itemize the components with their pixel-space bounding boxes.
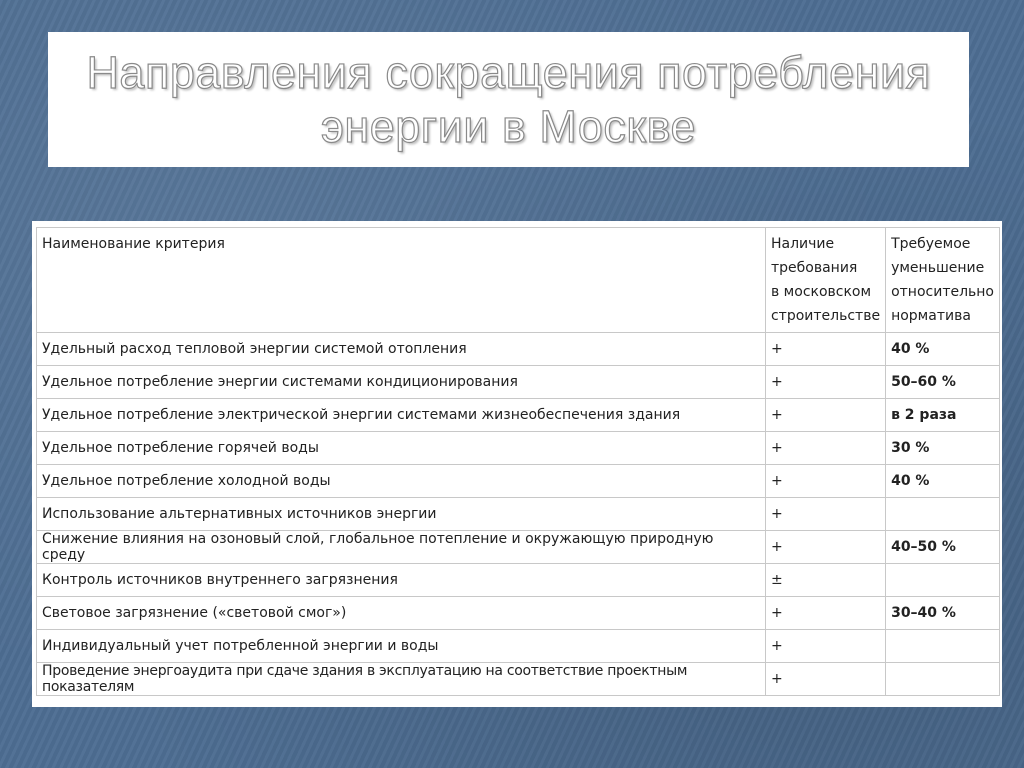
cell-reduction: 30–40 %: [886, 597, 1000, 630]
table-row: [37, 531, 1000, 564]
header-presence-line: Наличие: [770, 236, 835, 252]
cell-criterion: Удельное потребление энергии системами кондиционирования: [37, 366, 766, 399]
table-row: [37, 366, 1000, 399]
cell-reduction: 40 %: [886, 333, 1000, 366]
cell-presence: +: [765, 432, 885, 465]
cell-criterion: Удельное потребление холодной воды: [37, 465, 766, 498]
header-reduction-line: норматива: [891, 308, 971, 324]
cell-reduction: 40 %: [886, 465, 1000, 498]
header-reduction-line: относительно: [891, 284, 994, 300]
cell-reduction: [886, 663, 1000, 696]
cell-reduction: [886, 564, 1000, 597]
cell-reduction: 40–50 %: [886, 531, 1000, 564]
table-row: [37, 333, 1000, 366]
cell-presence: +: [765, 597, 885, 630]
header-reduction-line: уменьшение: [891, 260, 985, 276]
cell-presence: +: [765, 333, 885, 366]
slide-title: [86, 46, 930, 154]
table-row: [37, 498, 1000, 531]
table-row: [37, 564, 1000, 597]
table-row: [37, 465, 1000, 498]
header-presence-line: в московском: [770, 284, 872, 300]
cell-criterion: Проведение энергоаудита при сдаче здания в эксплуатацию на соответствие проектным показателям: [37, 663, 766, 696]
cell-criterion: Контроль источников внутреннего загрязнения: [37, 564, 766, 597]
cell-reduction: 50–60 %: [886, 366, 1000, 399]
cell-presence: +: [765, 399, 885, 432]
cell-reduction: [886, 630, 1000, 663]
header-presence-line: строительстве: [770, 308, 881, 324]
slide-title-line-2: энергии в Москве: [320, 100, 697, 152]
cell-presence: +: [765, 663, 885, 696]
slide-title-line-1: Направления сокращения потребления: [86, 46, 931, 98]
table-row: [37, 432, 1000, 465]
header-presence: [765, 228, 885, 333]
table-row: [37, 399, 1000, 432]
cell-presence: +: [765, 465, 885, 498]
criteria-table-container: [32, 221, 1002, 707]
table-row: [37, 630, 1000, 663]
cell-criterion: Снижение влияния на озоновый слой, глобальное потепление и окружающую природную среду: [37, 531, 766, 564]
table-row: [37, 663, 1000, 696]
table-row: [37, 597, 1000, 630]
cell-criterion: Использование альтернативных источников энергии: [37, 498, 766, 531]
cell-presence: ±: [765, 564, 885, 597]
cell-criterion: Удельное потребление горячей воды: [37, 432, 766, 465]
cell-criterion: Индивидуальный учет потребленной энергии и воды: [37, 630, 766, 663]
header-presence-line: требования: [770, 260, 858, 276]
slide-title-box: [48, 32, 969, 167]
cell-presence: +: [765, 630, 885, 663]
header-criterion: Наименование критерия: [37, 228, 766, 333]
cell-criterion: Световое загрязнение («световой смог»): [37, 597, 766, 630]
header-reduction: [886, 228, 1000, 333]
cell-reduction: в 2 раза: [886, 399, 1000, 432]
criteria-table: [36, 227, 1000, 696]
header-reduction-line: Требуемое: [891, 236, 971, 252]
cell-reduction: 30 %: [886, 432, 1000, 465]
cell-criterion: Удельный расход тепловой энергии системой отопления: [37, 333, 766, 366]
cell-presence: +: [765, 366, 885, 399]
table-header-row: [37, 228, 1000, 333]
cell-criterion: Удельное потребление электрической энергии системами жизнеобеспечения здания: [37, 399, 766, 432]
cell-presence: +: [765, 498, 885, 531]
cell-presence: +: [765, 531, 885, 564]
cell-reduction: [886, 498, 1000, 531]
